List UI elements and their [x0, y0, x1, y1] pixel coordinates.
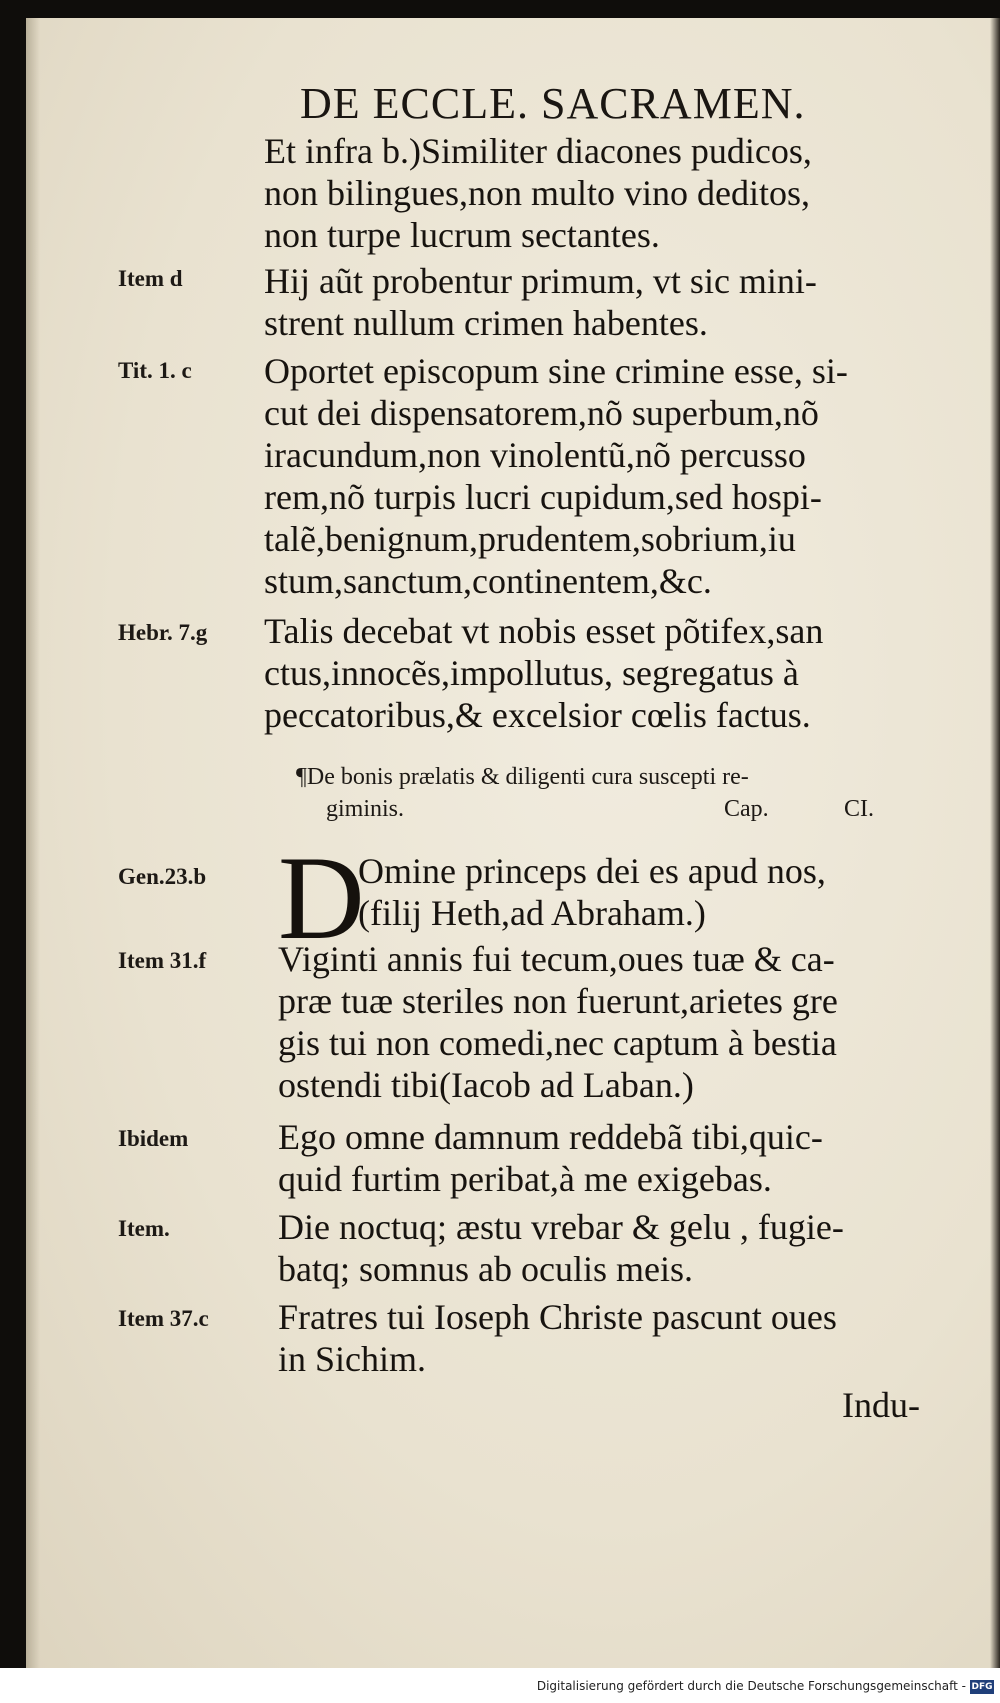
text-line: gis tui non comedi,nec captum à bestia	[278, 1023, 837, 1063]
margin-note: Ibidem	[118, 1126, 189, 1151]
text-line: Omine princeps dei es apud nos,	[358, 851, 826, 891]
margin-note: Item d	[118, 266, 183, 291]
dfg-logo-icon: DFG	[971, 1682, 993, 1692]
text-line: non turpe lucrum sectantes.	[264, 215, 660, 255]
chapter-label: Cap.	[724, 796, 769, 822]
text-line: peccatoribus,& excelsior cœlis factus.	[264, 695, 811, 735]
text-line: talẽ,benignum,prudentem,sobrium,iu	[264, 519, 796, 559]
text-line: strent nullum crimen habentes.	[264, 303, 708, 343]
catchword: Indu-	[842, 1385, 920, 1425]
text-line: ostendi tibi(Iacob ad Laban.)	[278, 1065, 694, 1105]
text-line: batq; somnus ab oculis meis.	[278, 1249, 693, 1289]
text-line: cut dei dispensatorem,nõ superbum,nõ	[264, 393, 819, 433]
text-line: stum,sanctum,continentem,&c.	[264, 561, 712, 601]
text-line: Ego omne damnum reddebã tibi,quic-	[278, 1117, 823, 1157]
page-gutter-shadow	[26, 18, 40, 1668]
text-line: iracundum,non vinolentũ,nõ percusso	[264, 435, 806, 475]
text-line: Et infra b.)Similiter diacones pudicos,	[264, 131, 812, 171]
text-line: Viginti annis fui tecum,oues tuæ & ca-	[278, 939, 835, 979]
text-line: quid furtim peribat,à me exigebas.	[278, 1159, 772, 1199]
text-line: Oportet episcopum sine crimine esse, si-	[264, 351, 848, 391]
margin-note: Tit. 1. c	[118, 358, 192, 383]
page-edge	[990, 18, 1000, 1668]
text-line: Fratres tui Ioseph Christe pascunt oues	[278, 1297, 837, 1337]
margin-note: Item 37.c	[118, 1306, 209, 1331]
running-head: DE ECCLE. SACRAMEN.	[300, 79, 806, 128]
margin-note: Item 31.f	[118, 948, 207, 973]
text-line: ctus,innocẽs,impollutus, segregatus à	[264, 653, 799, 693]
margin-note: Gen.23.b	[118, 864, 207, 889]
margin-note: Hebr. 7.g	[118, 620, 208, 645]
text-line: non bilingues,non multo vino deditos,	[264, 173, 810, 213]
footer-credit: Digitalisierung gefördert durch die Deutsche Forschungsgemeinschaft -	[536, 1679, 966, 1693]
text-line: (filij Heth,ad Abraham.)	[358, 893, 706, 933]
margin-note: Item.	[118, 1216, 170, 1241]
chapter-number: CI.	[844, 796, 874, 822]
chapter-title-continued: giminis.	[326, 796, 405, 822]
text-line: præ tuæ steriles non fuerunt,arietes gre	[278, 981, 838, 1021]
text-line: rem,nõ turpis lucri cupidum,sed hospi-	[264, 477, 822, 517]
text-line: Hij aũt probentur primum, vt sic mini-	[264, 261, 817, 301]
text-line: Talis decebat vt nobis esset põtifex,san	[264, 611, 824, 651]
text-line: Die noctuq; æstu vrebar & gelu , fugie-	[278, 1207, 844, 1247]
chapter-title: ¶De bonis prælatis & diligenti cura suscepti re-	[296, 764, 749, 790]
text-line: in Sichim.	[278, 1339, 427, 1379]
drop-capital: D	[278, 831, 365, 964]
